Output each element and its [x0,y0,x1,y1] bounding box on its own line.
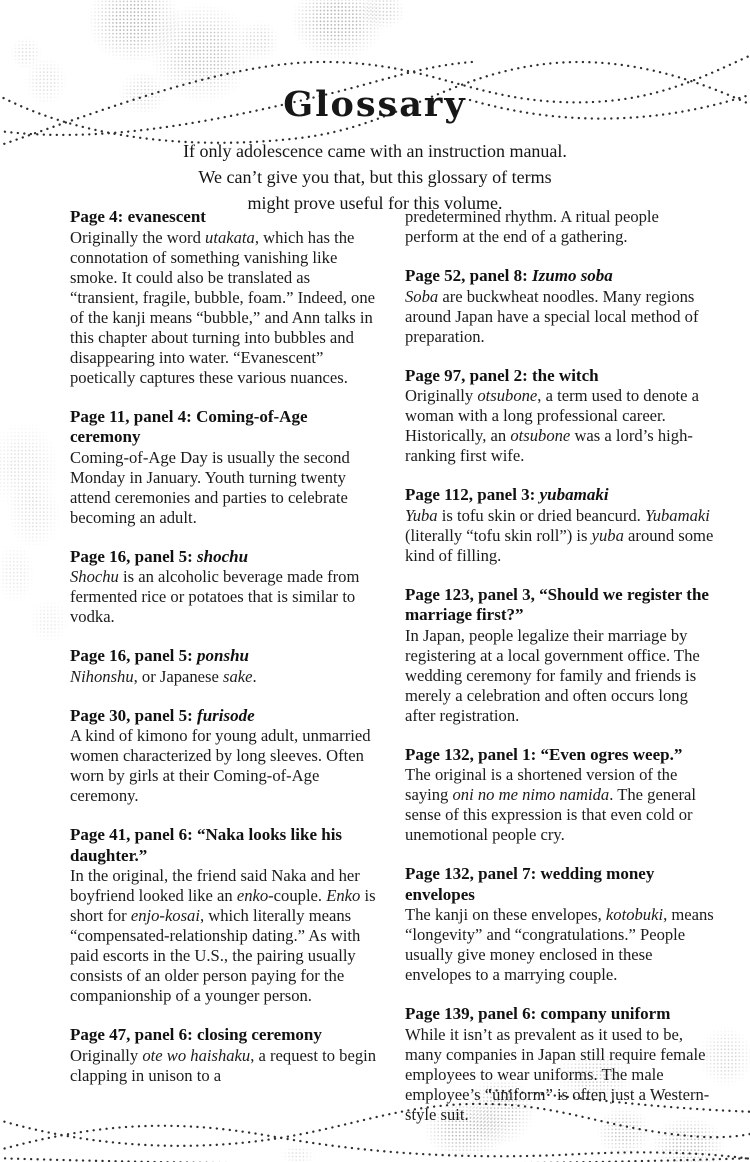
halftone-blob [10,36,42,70]
glossary-entry [70,547,379,628]
entry-body: The original is a shortened version of the saying oni no me nimo namida. The general sense of this expression is that even cold or unemotional people cry. [405,765,696,844]
page-title: Glossary [283,84,467,125]
entry-body: Originally the word utakata, which has the connotation of something vanishing like smoke. It could also be translated as “transient, fragile, bubble, foam.” Indeed, one of the kanji means “bubble,” and Ann talks in this chapter about turning into bubbles and disappearing into water. “Evanescent” poetically captures these various nuances. [70,227,376,387]
entry-body: A kind of kimono for young adult, unmarried women characterized by long sleeves. Often worn by girls at their Coming-of-Age ceremony. [70,726,371,805]
entry-heading: Page 30, panel 5: furisode [70,705,255,725]
halftone-blob [238,20,280,62]
glossary-entry [405,745,714,846]
glossary-entry [405,207,714,247]
entry-body: Originally otsubone, a term used to denote a woman with a long professional career. Historically, an otsubone was a lord’s high-ranking first wife. [405,386,700,465]
halftone-blob [280,1144,316,1162]
entry-body: While it isn’t as prevalent as it used to be, many companies in Japan still require female employees to wear uniforms. The male employee’s “uniform” is often just a Western-style suit. [405,1024,710,1124]
entry-heading: Page 97, panel 2: the witch [405,365,599,385]
entry-body: Nihonshu, or Japanese sake. [70,666,257,686]
glossary-column-right [405,207,714,1144]
entry-heading: Page 16, panel 5: ponshu [70,646,250,665]
glossary-entry [405,864,714,985]
entry-heading: Page 4: evanescent [70,207,206,226]
glossary-columns [70,207,714,1144]
entry-body: Coming-of-Age Day is usually the second Monday in January. Youth turning twenty attend ceremonies and parties to celebrate becoming an adult. [70,447,350,527]
entry-body: In Japan, people legalize their marriage by registering at a local government office. The wedding ceremony for family and friends is merely a celebration and often occurs long after registration. [405,625,700,725]
glossary-entry [405,585,714,726]
halftone-blob [6,478,62,550]
entry-body: Originally ote wo haishaku, a request to begin clapping in unison to a [70,1045,377,1085]
glossary-entry [70,706,379,807]
glossary-entry [70,825,379,1006]
glossary-entry [70,1025,379,1086]
entry-heading: Page 139, panel 6: company uniform [405,1004,671,1023]
halftone-blob [86,0,182,64]
intro-line: We can’t give you that, but this glossary of terms [198,167,552,187]
entry-body: Yuba is tofu skin or dried beancurd. Yubamaki (literally “tofu skin roll”) is yuba around some kind of filling. [405,505,714,565]
entry-heading: Page 11, panel 4: Coming-of-Age ceremony [70,406,308,446]
entry-body: The kanji on these envelopes, kotobuki, means “longevity” and “congratulations.” People usually give money enclosed in these envelopes to a marrying couple. [405,905,714,984]
intro-line: If only adolescence came with an instruction manual. [183,141,567,161]
entry-heading: Page 41, panel 6: “Naka looks like his daughter.” [70,825,343,865]
entry-body: In the original, the friend said Naka and her boyfriend looked like an enko-couple. Enko is short for enjo-kosai, which literally means “compensated-relationship dating.” As with paid escorts in the U.S., the pairing usually consists of an older person paying for the companionship of a younger person. [70,866,376,1005]
entry-heading: Page 132, panel 1: “Even ogres weep.” [405,744,683,764]
entry-heading: Page 52, panel 8: Izumo soba [405,266,613,285]
entry-body: Soba are buckwheat noodles. Many regions around Japan have a special local method of preparation. [405,286,699,346]
halftone-blob [360,0,406,30]
entry-heading: Page 16, panel 5: shochu [70,546,249,566]
glossary-entry [405,366,714,467]
glossary-entry [70,646,379,687]
entry-heading: Page 47, panel 6: closing ceremony [70,1025,322,1044]
halftone-blob [290,0,386,62]
entry-heading: Page 132, panel 7: wedding money envelopes [405,864,655,904]
halftone-blob [28,598,70,644]
glossary-entry [70,407,379,528]
entry-body: predetermined rhythm. A ritual people perform at the end of a gathering. [405,207,659,246]
glossary-column-left [70,207,379,1144]
entry-heading: Page 123, panel 3, “Should we register the marriage first?” [405,584,709,624]
entry-heading: Page 112, panel 3: yubamaki [405,485,609,504]
halftone-blob [0,542,36,604]
glossary-entry [405,485,714,566]
intro-text [0,138,750,216]
glossary-entry [405,266,714,347]
entry-body: Shochu is an alcoholic beverage made from fermented rice or potatoes that is similar to vodka. [70,567,360,626]
glossary-entry [405,1004,714,1125]
halftone-blob [0,420,60,512]
glossary-entry [70,207,379,388]
intro-line: might prove useful for this volume. [247,193,503,213]
